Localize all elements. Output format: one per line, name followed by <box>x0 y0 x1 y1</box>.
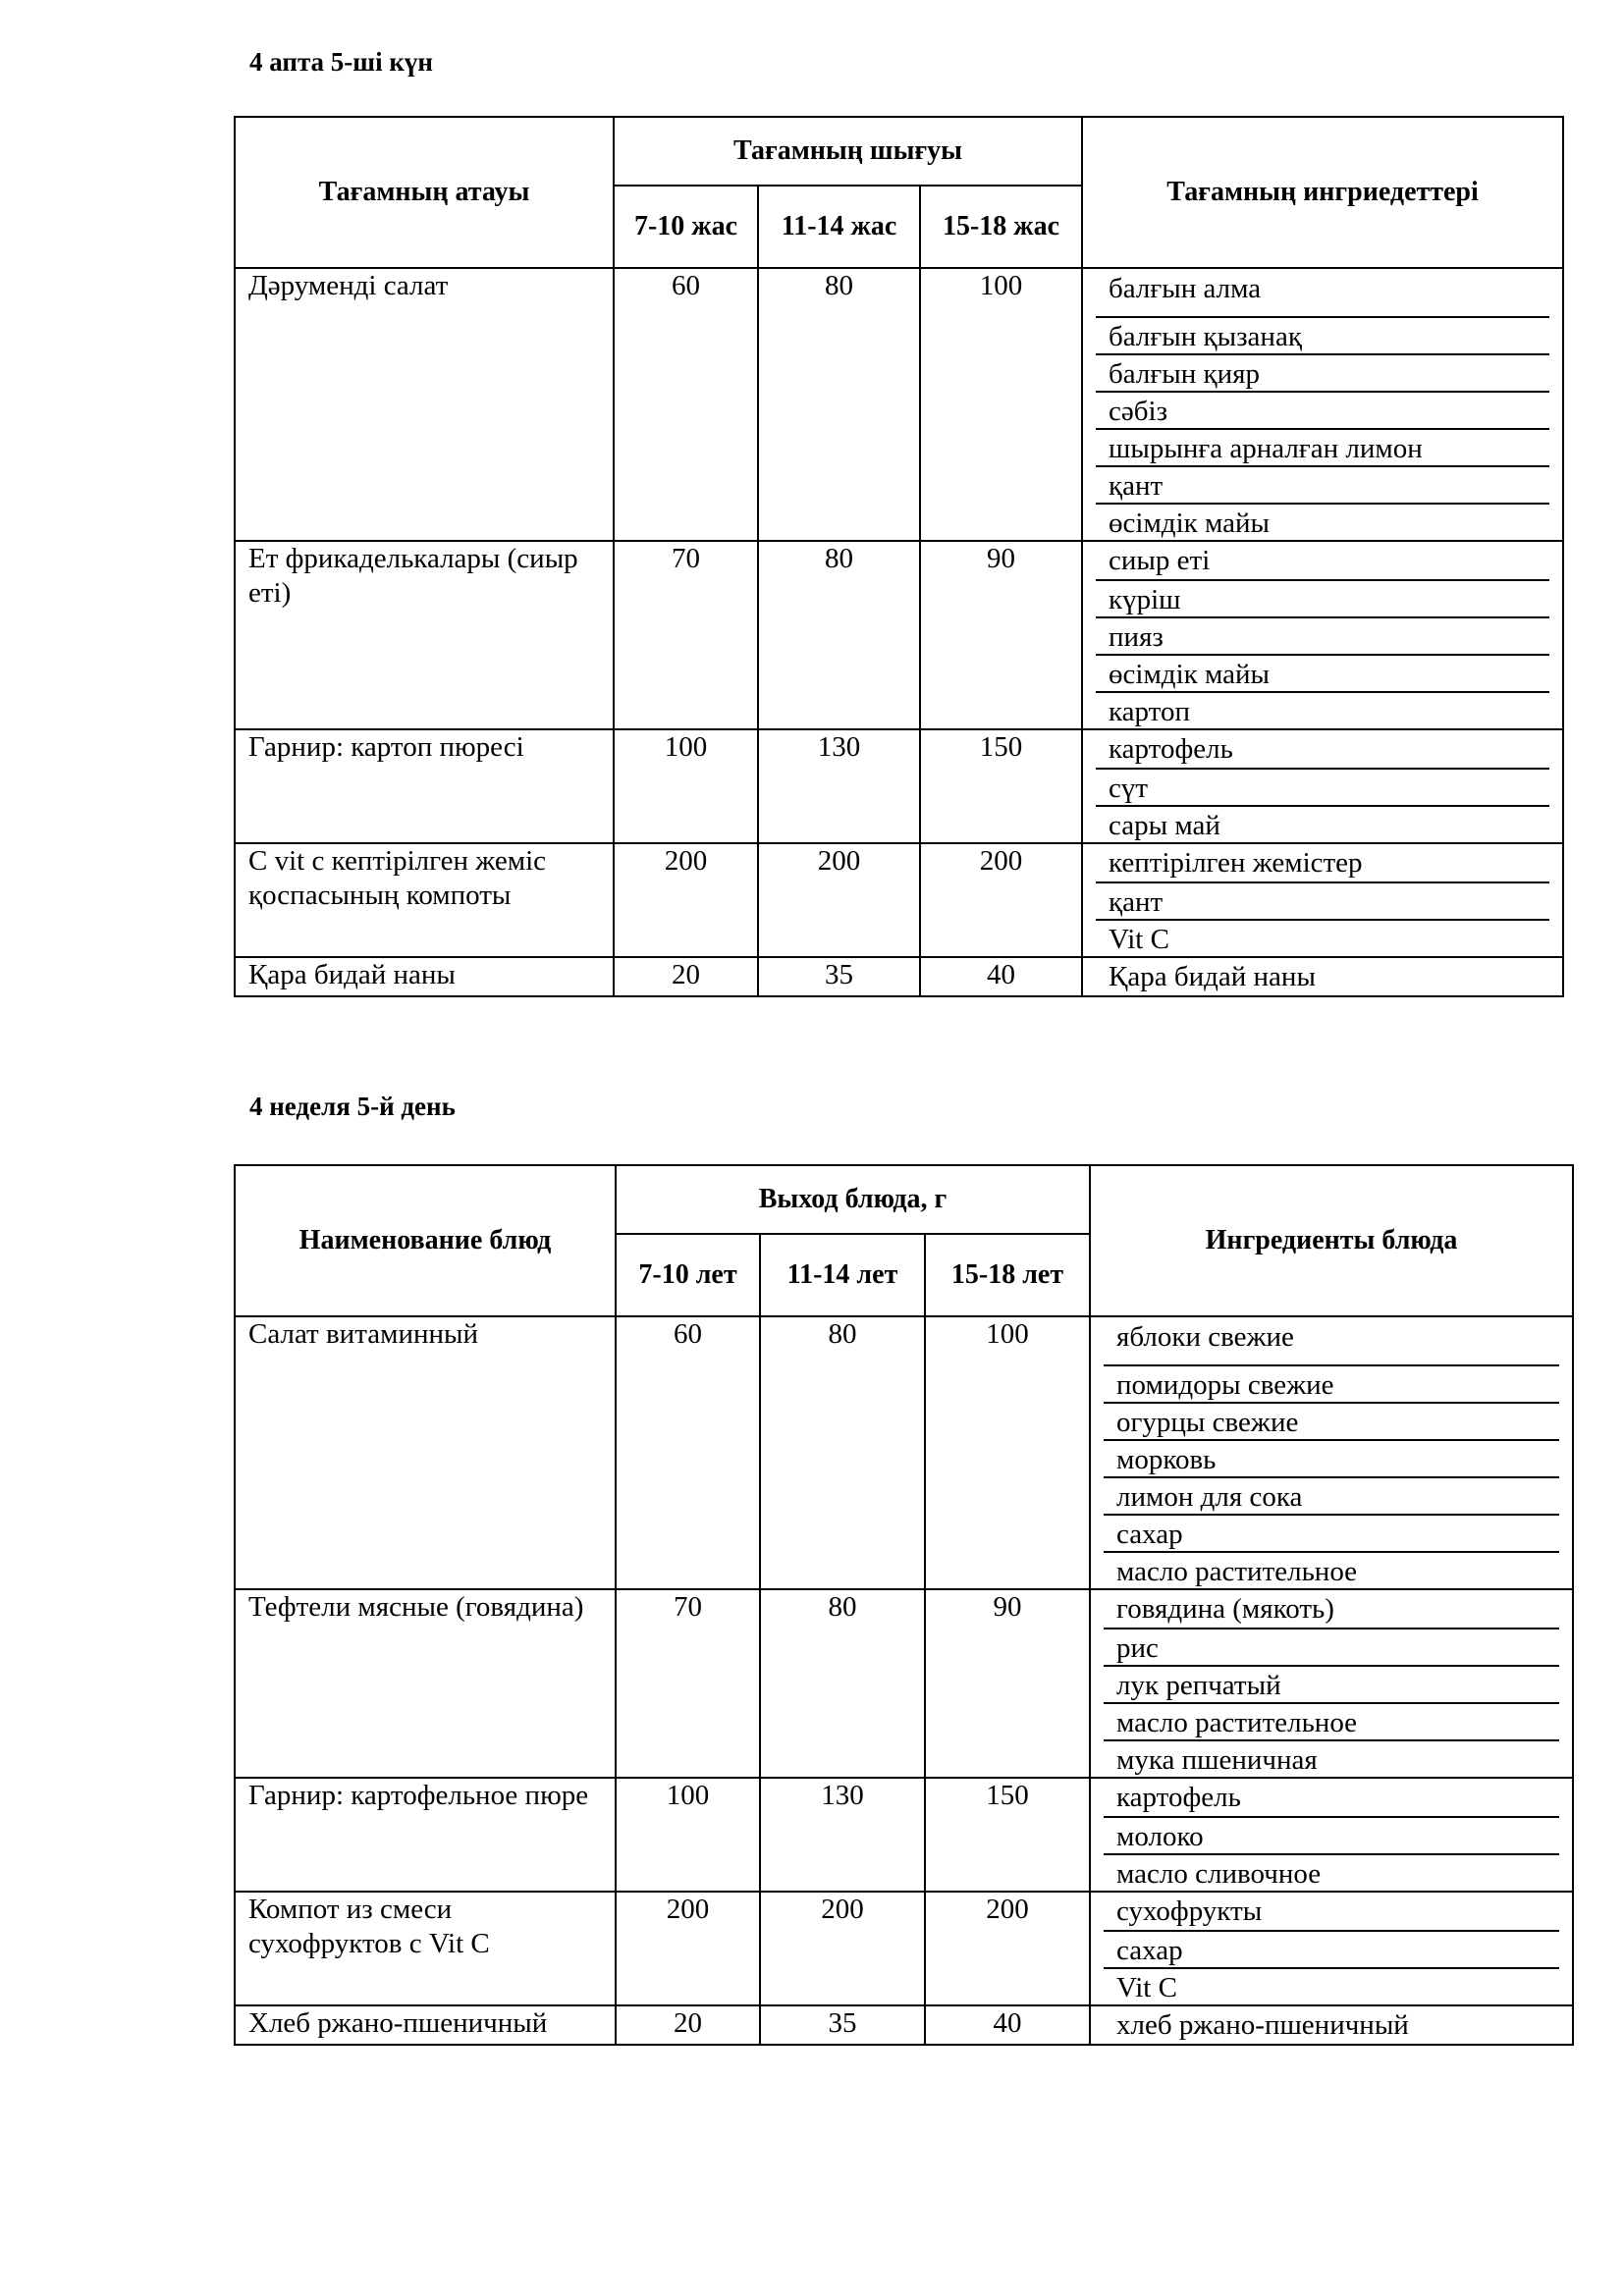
ingredient-item: сиыр еті <box>1109 545 1211 576</box>
dish-name-header: Тағамның атауы <box>235 117 614 268</box>
ingredient-item: морковь <box>1104 1439 1559 1476</box>
ingredient-item: өсімдік майы <box>1096 503 1549 540</box>
ingredient-item: Қара бидай наны <box>1109 961 1316 992</box>
ingredient-list <box>1104 1590 1559 1777</box>
ingredient-item: күріш <box>1096 579 1549 616</box>
ingredient-list-cell <box>1090 1316 1573 1589</box>
dish-name: Хлеб ржано-пшеничный <box>235 2005 616 2045</box>
ingredient-list <box>1096 958 1549 995</box>
ingredient-list <box>1096 269 1549 540</box>
ingredient-list <box>1096 844 1549 956</box>
ingredient-item: рис <box>1104 1628 1559 1665</box>
ingredient-item: яблоки свежие <box>1116 1321 1294 1353</box>
ingredient-item: Vit C <box>1096 919 1549 956</box>
ingredient-item: сухофрукты <box>1116 1896 1263 1927</box>
ingredient-item: картофель <box>1116 1782 1241 1813</box>
ingredient-item: масло сливочное <box>1104 1853 1559 1891</box>
ingredient-item: масло растительное <box>1104 1702 1559 1739</box>
dish-name: С vit с кептірілген жеміс қоспасының компоты <box>235 843 614 957</box>
ingredient-list <box>1096 542 1549 728</box>
ingredient-list <box>1104 1779 1559 1891</box>
ingredient-item: қант <box>1096 881 1549 919</box>
portion-yield: 200 <box>616 1892 760 2005</box>
yield-header: Выход блюда, г <box>616 1165 1090 1234</box>
ingredient-item: өсімдік майы <box>1096 654 1549 691</box>
dish-name-header: Наименование блюд <box>235 1165 616 1316</box>
portion-yield: 200 <box>760 1892 925 2005</box>
ingredient-item: сүт <box>1096 768 1549 805</box>
age-group-header: 7-10 лет <box>616 1234 760 1316</box>
ingredient-item: лук репчатый <box>1104 1665 1559 1702</box>
portion-yield: 200 <box>614 843 758 957</box>
dish-row <box>235 541 1563 729</box>
ingredient-list-cell <box>1090 2005 1573 2045</box>
russian-menu-table <box>234 1164 1574 2046</box>
kazakh-section-heading: 4 апта 5-ші күн <box>249 47 433 77</box>
dish-row <box>235 1316 1573 1589</box>
age-group-header: 15-18 лет <box>925 1234 1090 1316</box>
dish-name: Гарнир: картофельное пюре <box>235 1778 616 1892</box>
russian-section-heading: 4 неделя 5-й день <box>249 1092 456 1121</box>
ingredient-list-cell <box>1082 541 1563 729</box>
ingredient-item: картоп <box>1096 691 1549 728</box>
kazakh-menu-table <box>234 116 1564 997</box>
ingredient-item: пияз <box>1096 616 1549 654</box>
portion-yield: 150 <box>920 729 1082 843</box>
ingredient-list-cell <box>1090 1892 1573 2005</box>
portion-yield: 80 <box>758 268 920 541</box>
dish-row <box>235 1892 1573 2005</box>
portion-yield: 200 <box>920 843 1082 957</box>
dish-row <box>235 268 1563 541</box>
russian-menu-block <box>234 1164 1572 2046</box>
ingredient-item: сахар <box>1104 1514 1559 1551</box>
ingredient-item: молоко <box>1104 1816 1559 1853</box>
portion-yield: 70 <box>616 1589 760 1778</box>
ingredient-list <box>1104 1317 1559 1588</box>
portion-yield: 70 <box>614 541 758 729</box>
portion-yield: 130 <box>760 1778 925 1892</box>
ingredient-list <box>1104 1893 1559 2004</box>
ingredient-list-cell <box>1090 1589 1573 1778</box>
ingredient-list-cell <box>1090 1778 1573 1892</box>
portion-yield: 80 <box>760 1316 925 1589</box>
portion-yield: 150 <box>925 1778 1090 1892</box>
dish-row <box>235 843 1563 957</box>
ingredient-list-cell <box>1082 843 1563 957</box>
dish-name: Гарнир: картоп пюресі <box>235 729 614 843</box>
portion-yield: 100 <box>925 1316 1090 1589</box>
ingredient-item: картофель <box>1109 733 1233 765</box>
portion-yield: 40 <box>925 2005 1090 2045</box>
portion-yield: 80 <box>760 1589 925 1778</box>
ingredient-item: сары май <box>1096 805 1549 842</box>
ingredient-item: помидоры свежие <box>1104 1364 1559 1402</box>
ingredient-item: балғын қызанақ <box>1096 316 1549 353</box>
portion-yield: 40 <box>920 957 1082 996</box>
ingredient-item: масло растительное <box>1104 1551 1559 1588</box>
ingredients-header: Ингредиенты блюда <box>1090 1165 1573 1316</box>
portion-yield: 200 <box>925 1892 1090 2005</box>
ingredient-list <box>1096 730 1549 842</box>
portion-yield: 100 <box>616 1778 760 1892</box>
ingredient-item: мука пшеничная <box>1104 1739 1559 1777</box>
dish-row <box>235 1778 1573 1892</box>
ingredient-item: кептірілген жемістер <box>1109 847 1363 879</box>
age-group-header: 11-14 жас <box>758 186 920 268</box>
portion-yield: 20 <box>614 957 758 996</box>
portion-yield: 60 <box>614 268 758 541</box>
ingredient-item: қант <box>1096 465 1549 503</box>
ingredient-item: сахар <box>1104 1930 1559 1967</box>
dish-row <box>235 729 1563 843</box>
portion-yield: 130 <box>758 729 920 843</box>
portion-yield: 90 <box>920 541 1082 729</box>
ingredient-list-cell <box>1082 957 1563 996</box>
dish-name: Қара бидай наны <box>235 957 614 996</box>
ingredient-item: балғын қияр <box>1096 353 1549 391</box>
portion-yield: 100 <box>614 729 758 843</box>
ingredient-list <box>1104 2006 1559 2044</box>
ingredient-item: шырынға арналған лимон <box>1096 428 1549 465</box>
kazakh-menu-block <box>234 116 1562 997</box>
portion-yield: 90 <box>925 1589 1090 1778</box>
ingredient-item: говядина (мякоть) <box>1116 1593 1334 1625</box>
age-group-header: 7-10 жас <box>614 186 758 268</box>
ingredient-list-cell <box>1082 268 1563 541</box>
dish-row <box>235 2005 1573 2045</box>
ingredient-item: балғын алма <box>1109 273 1262 304</box>
ingredients-header: Тағамның ингриедеттері <box>1082 117 1563 268</box>
dish-name: Салат витаминный <box>235 1316 616 1589</box>
portion-yield: 60 <box>616 1316 760 1589</box>
ingredient-item: хлеб ржано-пшеничный <box>1116 2009 1409 2041</box>
portion-yield: 35 <box>758 957 920 996</box>
ingredient-item: огурцы свежие <box>1104 1402 1559 1439</box>
yield-header: Тағамның шығуы <box>614 117 1082 186</box>
dish-name: Дәруменді салат <box>235 268 614 541</box>
dish-row <box>235 957 1563 996</box>
dish-name: Тефтели мясные (говядина) <box>235 1589 616 1778</box>
dish-row <box>235 1589 1573 1778</box>
dish-name: Ет фрикаделькалары (сиыр еті) <box>235 541 614 729</box>
ingredient-item: Vit C <box>1104 1967 1559 2004</box>
ingredient-list-cell <box>1082 729 1563 843</box>
age-group-header: 15-18 жас <box>920 186 1082 268</box>
portion-yield: 200 <box>758 843 920 957</box>
portion-yield: 20 <box>616 2005 760 2045</box>
ingredient-item: лимон для сока <box>1104 1476 1559 1514</box>
dish-name: Компот из смеси сухофруктов с Vit C <box>235 1892 616 2005</box>
ingredient-item: сәбіз <box>1096 391 1549 428</box>
age-group-header: 11-14 лет <box>760 1234 925 1316</box>
portion-yield: 80 <box>758 541 920 729</box>
portion-yield: 100 <box>920 268 1082 541</box>
portion-yield: 35 <box>760 2005 925 2045</box>
